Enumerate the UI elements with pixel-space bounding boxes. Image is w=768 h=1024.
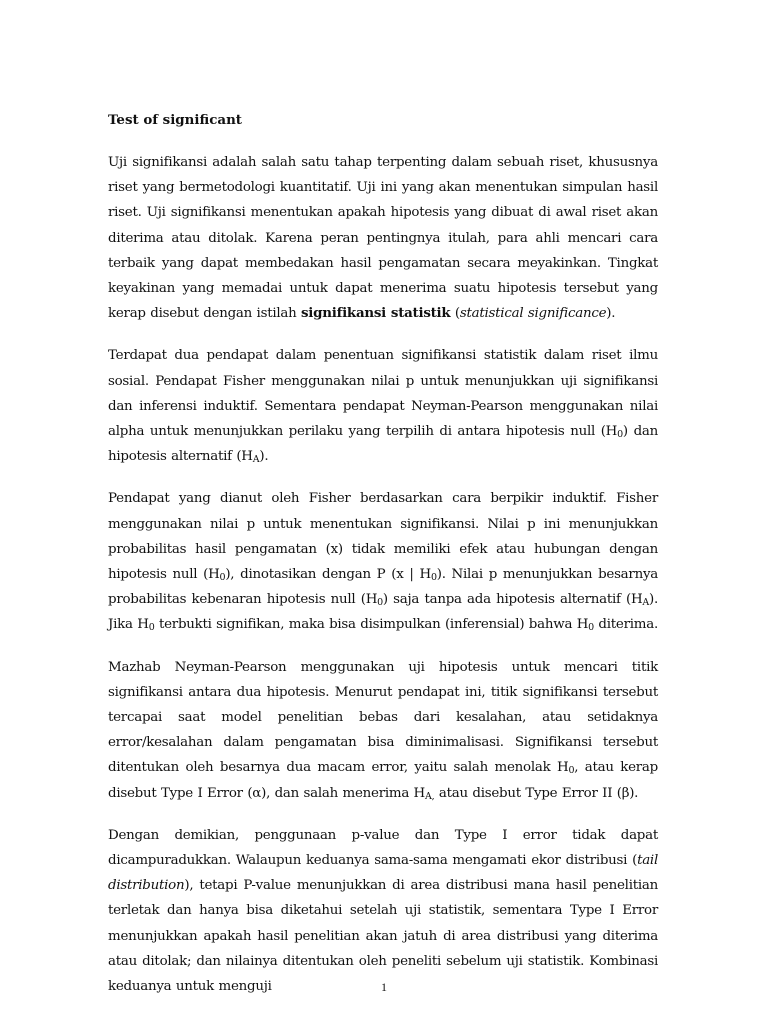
paragraph-5 bbox=[108, 823, 658, 999]
paragraph-4 bbox=[108, 655, 658, 806]
subscript: 0 bbox=[617, 429, 623, 441]
paragraph-text: ) dan hipotesis alternatif (H bbox=[108, 424, 658, 465]
paragraph-text: terbukti signifikan, maka bisa disimpulkan (inferensial) bahwa H bbox=[154, 617, 589, 633]
paragraph-text: , atau kerap disebut Type I Error (α), dan salah menerima H bbox=[108, 760, 658, 801]
subscript: 0 bbox=[377, 597, 383, 609]
paragraph-text: ( bbox=[450, 306, 460, 322]
subscript: A, bbox=[425, 790, 435, 802]
bold-term: signifikansi statistik bbox=[301, 305, 451, 322]
paragraph-text: ). Nilai p menunjukkan besarnya probabilitas kebenaran hipotesis null (H bbox=[108, 567, 658, 608]
paragraph-text: diterima. bbox=[593, 617, 658, 633]
paragraph-text: Uji signifikansi adalah salah satu tahap terpenting dalam sebuah riset, khususnya riset yang bermetodologi kuantitatif. Uji ini yang akan menentukan simpulan hasil riset. Uji signifikansi menentukan apakah hipotesis yang dibuat di awal riset akan diterima atau ditolak. Karena peran pentingnya itulah, para ahli mencari cara terbaik yang dapat membedakan hasil pengamatan secara meyakinkan. Tingkat keyakinan yang memadai untuk dapat menerima suatu hipotesis tersebut yang kerap disebut dengan istilah bbox=[108, 155, 658, 322]
paragraph-text: ). bbox=[606, 306, 616, 322]
paragraph-text: Mazhab Neyman-Pearson menggunakan uji hipotesis untuk mencari titik signifikansi antara dua hipotesis. Menurut pendapat ini, titik signifikansi tersebut tercapai saat model penelitian bebas dari kesalahan, atau setidaknya error/kesalahan dalam pengamatan bisa diminimalisasi. Signifikansi tersebut ditentukan oleh besarnya dua macam error, yaitu salah menolak H bbox=[108, 659, 658, 776]
paragraph-text: ) saja tanpa ada hipotesis alternatif (H bbox=[382, 592, 643, 608]
subscript: 0 bbox=[430, 572, 437, 584]
paragraph-text: atau disebut Type Error II (β). bbox=[434, 785, 639, 801]
italic-term: tail distribution bbox=[108, 853, 658, 894]
paragraph-text: ). Jika H bbox=[108, 592, 659, 633]
subscript: 0 bbox=[219, 572, 226, 584]
paragraph-text: Pendapat yang dianut oleh Fisher berdasarkan cara berpikir induktif. Fisher menggunakan nilai p untuk menentukan signifikansi. Nilai p ini menunjukkan probabilitas hasil pengamatan (x) tidak memiliki efek atau hubungan dengan hipotesis null (H bbox=[108, 491, 658, 583]
subscript: A bbox=[252, 454, 260, 466]
subscript: 0 bbox=[568, 765, 575, 777]
paragraph-text: ), tetapi P-value menunjukkan di area distribusi mana hasil penelitian terletak dan hanya bisa diketahui setelah uji statistik, sementara Type I Error menunjukkan apakah hasil penelitian akan jatuh di area distribusi yang diterima atau ditolak; dan nilainya ditentukan oleh peneliti sebelum uji statistik. Kombinasi keduanya untuk menguji bbox=[108, 878, 658, 995]
document-title: Test of significant bbox=[108, 112, 242, 128]
paragraph-1 bbox=[108, 150, 658, 326]
paragraph-text: ). bbox=[259, 449, 269, 465]
subscript: 0 bbox=[588, 622, 594, 634]
page-number: 1 bbox=[381, 980, 387, 994]
italic-term: statistical significance bbox=[459, 306, 607, 322]
paragraph-text: ), dinotasikan dengan P (x | H bbox=[225, 567, 431, 583]
paragraph-3 bbox=[108, 486, 658, 637]
subscript: A bbox=[642, 597, 650, 609]
paragraph-text: Terdapat dua pendapat dalam penentuan signifikansi statistik dalam riset ilmu sosial. Pendapat Fisher menggunakan nilai p untuk menunjukkan uji signifikansi dan inferensi induktif. Sementara pendapat Neyman-Pearson menggunakan nilai alpha untuk menunjukkan perilaku yang terpilih di antara hipotesis null (H bbox=[108, 348, 658, 440]
paragraph-2 bbox=[108, 343, 658, 469]
paragraph-text: Dengan demikian, penggunaan p-value dan Type I error tidak dapat dicampuradukkan. Walaupun keduanya sama-sama mengamati ekor distribusi ( bbox=[108, 827, 658, 869]
subscript: 0 bbox=[148, 622, 155, 634]
